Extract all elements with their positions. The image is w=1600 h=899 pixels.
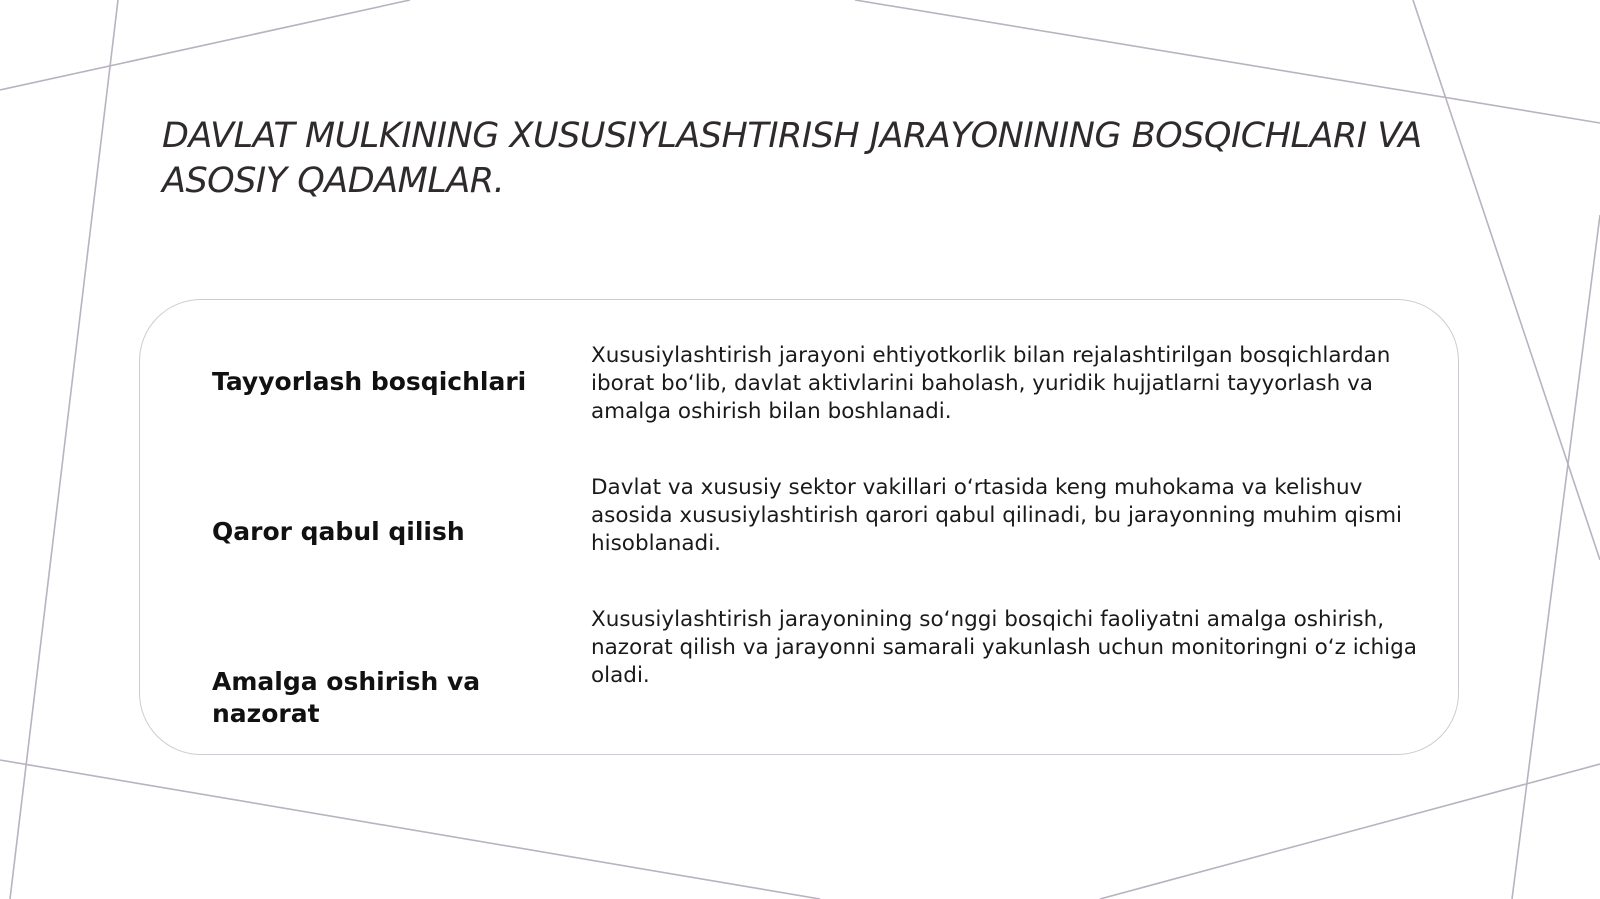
decor-line [855, 0, 1600, 123]
slide-title: DAVLAT MULKINING XUSUSIYLASHTIRISH JARAYONINING BOSQICHLARI VA ASOSIY QADAMLAR. [162, 116, 1422, 201]
stage-description-decision: Davlat va xususiy sektor vakillari o‘rtasida keng muhokama va kelishuv asosida xususiylashtirish qarori qabul qilinadi, bu jarayonning muhim qismi hisoblanadi. [591, 475, 1403, 556]
stage-description-preparation: Xususiylashtirish jarayoni ehtiyotkorlik bilan rejalashtirilgan bosqichlardan iborat bo‘lib, davlat aktivlarini baholash, yuridik hujjatlarni tayyorlash va amalga oshirish bilan boshlanadi. [591, 343, 1391, 424]
decor-line [1512, 215, 1600, 899]
stage-description-implementation: Xususiylashtirish jarayonining so‘nggi bosqichi faoliyatni amalga oshirish, nazorat qilish va jarayonni samarali yakunlash uchun monitoringni o‘z ichiga oladi. [591, 607, 1417, 688]
decor-line [1100, 764, 1600, 899]
decor-line [0, 760, 820, 899]
stage-label-preparation: Tayyorlash bosqichlari [212, 367, 527, 396]
stage-label-implementation: Amalga oshirish va nazorat [212, 667, 481, 728]
stage-label-decision: Qaror qabul qilish [212, 517, 465, 546]
decor-line [0, 0, 410, 90]
